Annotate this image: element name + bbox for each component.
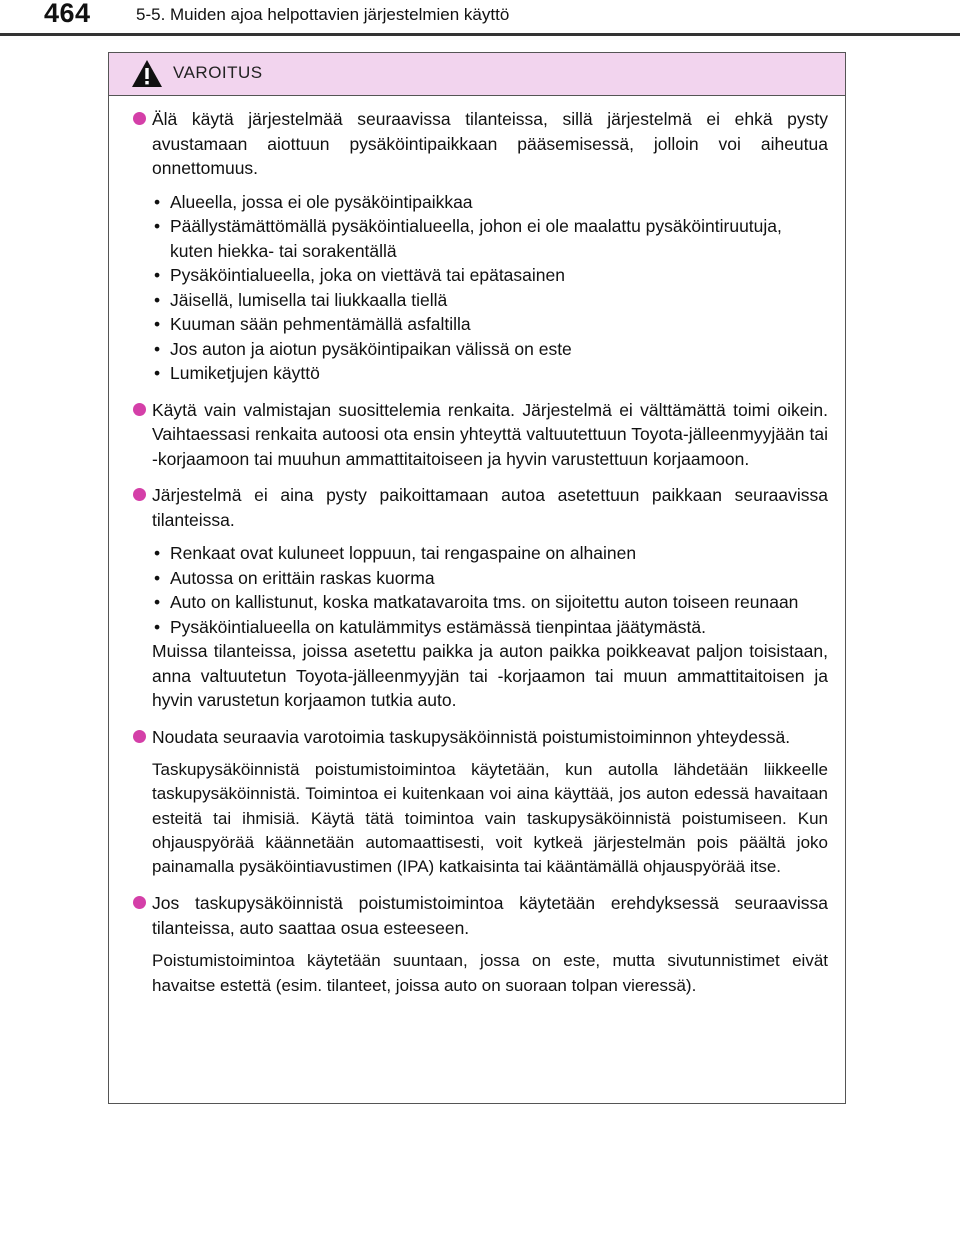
item-detail-text: Taskupysäköinnistä poistumistoimintoa käytetään, kun autolla lähdetään liikkeelle taskupysäköinnistä. Toimintoa ei kuitenkaan voi aina käyttää, jos auton edessä havaitaan esteitä tai ihmisiä. Käytä tätä toimintoa vain taskupysäköinnistä poistumiseen. Kun ohjauspyörää käännetään automaattisesti, voit kytkeä järjestelmän pois päältä joko painamalla pysäköintiavustimen (IPA) katkaisinta tai kääntämällä ohjauspyörää itse. xyxy=(152,760,828,877)
warning-content xyxy=(109,96,845,998)
list-item: • Autossa on erittäin raskas kuorma xyxy=(152,566,828,591)
list-item: • Alueella, jossa ei ole pysäköintipaikkaa xyxy=(152,190,828,215)
list-item: • Pysäköintialueella, joka on viettävä tai epätasainen xyxy=(152,263,828,288)
header-rule xyxy=(0,33,960,36)
item-text: Järjestelmä ei aina pysty paikoittamaan autoa asetettuun paikkaan seuraavissa tilanteissa. xyxy=(152,485,828,530)
warning-item xyxy=(133,398,828,472)
warning-item xyxy=(133,483,828,713)
bullet-dot-icon xyxy=(133,488,146,501)
warning-label: VAROITUS xyxy=(173,63,263,82)
warning-item xyxy=(133,891,828,998)
page-number: 464 xyxy=(44,0,91,28)
item-text: Jos taskupysäköinnistä poistumistoimintoa käytetään erehdyksessä seuraavissa tilanteissa, auto saattaa osua esteeseen. xyxy=(152,893,828,938)
warning-box xyxy=(108,52,846,1104)
warning-header xyxy=(109,53,845,96)
page-header xyxy=(0,0,960,36)
bullet-dot-icon xyxy=(133,112,146,125)
list-item: • Lumiketjujen käyttö xyxy=(152,361,828,386)
warning-item xyxy=(133,107,828,386)
item-detail-text: Poistumistoimintoa käytetään suuntaan, jossa on este, mutta sivutunnistimet eivät havaitse estettä (esim. tilanteet, joissa auto on suoraan tolpan vieressä). xyxy=(152,951,828,995)
list-item: • Jäisellä, lumisella tai liukkaalla tiellä xyxy=(152,288,828,313)
section-title: 5-5. Muiden ajoa helpottavien järjestelmien käyttö xyxy=(136,5,510,24)
condition-list xyxy=(152,541,828,639)
warning-item xyxy=(133,725,828,880)
bullet-dot-icon xyxy=(133,403,146,416)
item-text: Noudata seuraavia varotoimia taskupysäköinnistä poistumistoiminnon yhteydessä. xyxy=(152,726,791,747)
list-item: • Jos auton ja aiotun pysäköintipaikan välissä on este xyxy=(152,337,828,362)
item-followup-text: Muissa tilanteissa, joissa asetettu paikka ja auton paikka poikkeavat paljon toisistaan, anna valtuutetun Toyota-jälleenmyyjän tai -korjaamon tai muun ammattitaitoisen ja hyvin varustetun korjaamon tutkia auto. xyxy=(152,641,828,710)
condition-list xyxy=(152,190,828,386)
list-item: • Kuuman sään pehmentämällä asfaltilla xyxy=(152,312,828,337)
list-item: • Päällystämättömällä pysäköintialueella, johon ei ole maalattu pysäköintiruutuja, kuten hiekka- tai sorakentällä xyxy=(152,214,828,263)
item-text: Älä käytä järjestelmää seuraavissa tilanteissa, sillä järjestelmä ei ehkä pysty avustamaan aiottuun pysäköintipaikkaan pääsemisessä, jolloin voi aiheutua onnettomuus. xyxy=(152,109,828,178)
bullet-dot-icon xyxy=(133,896,146,909)
list-item: • Pysäköintialueella on katulämmitys estämässä tienpintaa jäätymästä. xyxy=(152,615,828,640)
warning-icon xyxy=(131,59,163,88)
bullet-dot-icon xyxy=(133,730,146,743)
list-item: • Renkaat ovat kuluneet loppuun, tai rengaspaine on alhainen xyxy=(152,541,828,566)
item-text: Käytä vain valmistajan suosittelemia renkaita. Järjestelmä ei välttämättä toimi oikein. Vaihtaessasi renkaita autoosi ota ensin yhteyttä valtuutettuun Toyota-jälleenmyyjään tai -korjaamoon tai muuhun ammattitaitoiseen ja hyvin varustettuun korjaamoon. xyxy=(152,399,828,469)
list-item: • Auto on kallistunut, koska matkatavaroita tms. on sijoitettu auton toiseen reunaan xyxy=(152,590,828,615)
